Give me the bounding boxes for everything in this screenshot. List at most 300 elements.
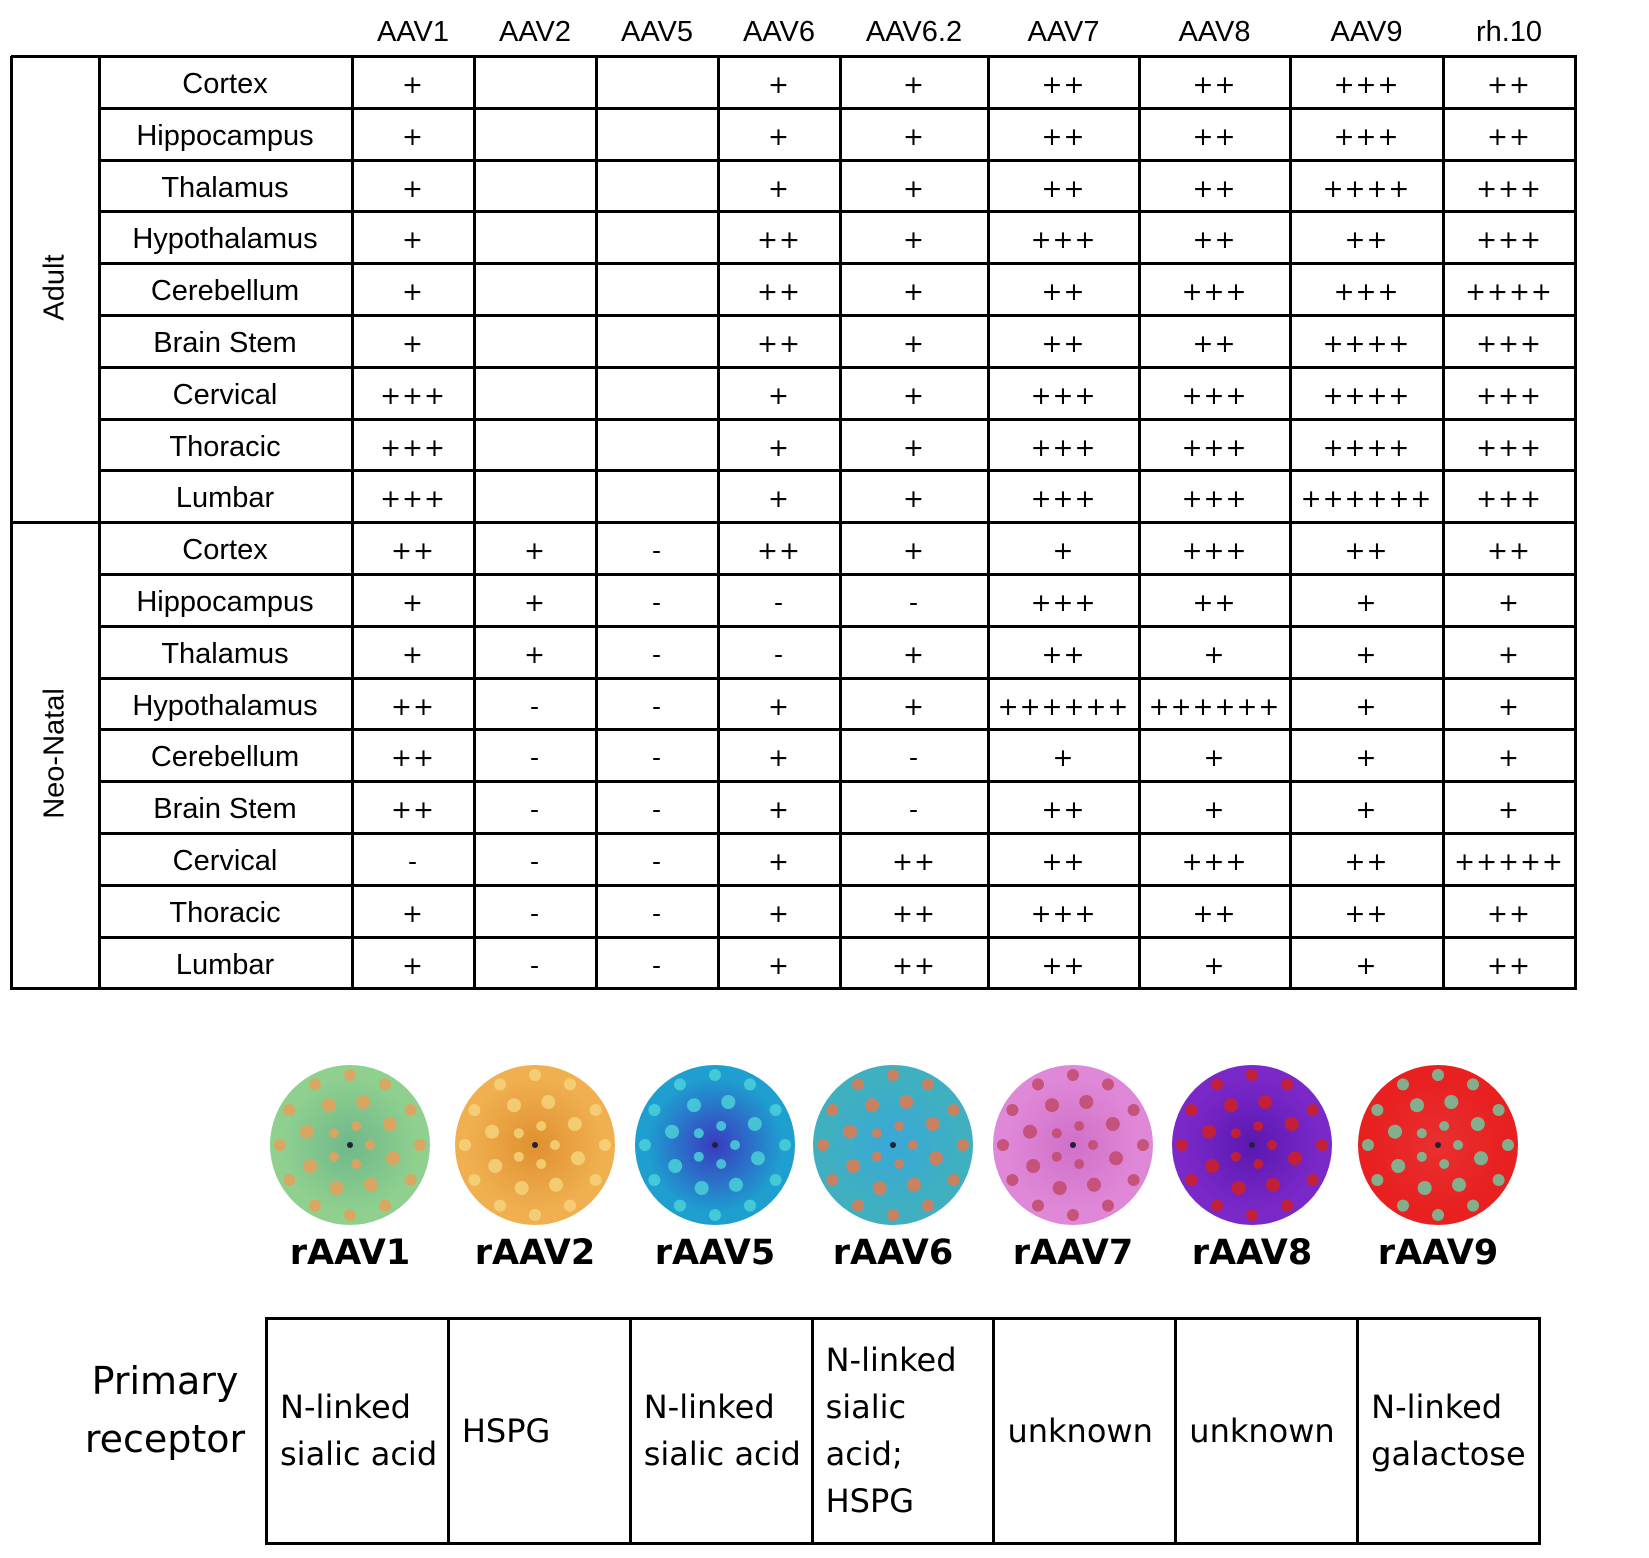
capsid-spike <box>344 1069 356 1081</box>
capsid-spike <box>405 1174 417 1186</box>
score-cell <box>596 109 718 163</box>
capsid-spike <box>1067 1209 1079 1221</box>
score-cell: + <box>1203 795 1226 825</box>
score-cell: ++ <box>1487 950 1531 980</box>
capsid-spike <box>648 1174 660 1186</box>
score-cell: ++ <box>1192 121 1237 151</box>
capsid-spike <box>507 1098 521 1112</box>
score-cell: + <box>1498 691 1520 721</box>
score-cell: ++ <box>1041 277 1086 307</box>
capsid-spike <box>668 1159 682 1173</box>
score-cell: ++ <box>757 225 801 255</box>
capsid-spike <box>414 1139 426 1151</box>
score-cell: + <box>1498 795 1520 825</box>
capsid-spike <box>1388 1125 1402 1139</box>
score-cell: +++ <box>1181 847 1248 876</box>
capsid-spike <box>494 1200 506 1212</box>
region-label: Thalamus <box>161 171 289 204</box>
score-cell: ++ <box>1192 173 1237 203</box>
group-label: Neo-Natal <box>38 688 71 820</box>
capsid-spike <box>541 1095 555 1109</box>
region-label: Cervical <box>172 845 278 877</box>
region-label: Hippocampus <box>136 586 314 618</box>
capsid-spike <box>873 1181 887 1195</box>
capsid-spike <box>514 1152 524 1162</box>
score-cell: ++++ <box>1322 432 1411 462</box>
score-cell: + <box>1355 639 1378 669</box>
score-cell: - <box>651 950 663 980</box>
capsid-spike <box>1052 1128 1062 1138</box>
score-cell: + <box>903 277 925 307</box>
receptor-cell <box>814 1320 996 1542</box>
score-cell: + <box>768 847 790 876</box>
score-cell: + <box>768 121 790 151</box>
capsid-pore <box>532 1142 538 1148</box>
capsid-pore <box>890 1142 896 1148</box>
capsid-particle <box>808 1060 978 1230</box>
receptor-title-line2: receptor <box>84 1417 246 1461</box>
region-label: Lumbar <box>175 482 275 515</box>
region-label: Brain Stem <box>153 327 297 359</box>
score-cell: +++ <box>1030 898 1097 928</box>
score-cell: + <box>903 329 925 358</box>
score-cell: +++ <box>1476 380 1542 410</box>
capsid-spike <box>1128 1104 1140 1116</box>
receptor-cell <box>1359 1320 1538 1542</box>
score-cell: ++ <box>892 847 936 876</box>
capsid-spike <box>826 1104 838 1116</box>
score-cell: ++ <box>1041 847 1086 876</box>
serotype-label: rAAV9 <box>1377 1233 1499 1273</box>
score-cell: ++ <box>1487 70 1531 99</box>
receptor-text <box>1189 1408 1334 1455</box>
score-cell: + <box>1355 588 1378 617</box>
capsid-spike <box>1467 1200 1479 1212</box>
capsid-spike <box>488 1159 502 1173</box>
column-header: AAV1 <box>376 16 449 48</box>
score-cell: - <box>651 536 663 566</box>
capsid-particle <box>1167 1060 1337 1230</box>
capsid-spike <box>1502 1139 1514 1151</box>
score-cell: - <box>407 847 419 876</box>
score-cell: ++ <box>1192 588 1237 617</box>
serotype-label: rAAV6 <box>832 1233 954 1273</box>
score-cell: +++ <box>1181 484 1248 514</box>
capsid-spike <box>1185 1174 1197 1186</box>
region-label: Hypothalamus <box>132 223 318 256</box>
capsid-spike <box>550 1140 560 1150</box>
score-cell: + <box>768 691 790 721</box>
score-cell: + <box>402 898 424 928</box>
capsid-spike <box>274 1139 286 1151</box>
capsid-spike <box>1109 1151 1123 1165</box>
capsid-surface-bumps <box>635 1065 795 1225</box>
capsid-spike <box>694 1128 704 1138</box>
capsid-spike <box>590 1174 602 1186</box>
receptor-text <box>826 1337 957 1525</box>
score-cell: ++ <box>391 691 435 721</box>
capsid-spike <box>300 1125 314 1139</box>
capsid-spike <box>1211 1200 1223 1212</box>
receptor-line: HSPG <box>825 1482 915 1520</box>
capsid-spike <box>1418 1181 1432 1195</box>
score-cell: + <box>402 225 424 255</box>
score-cell: - <box>908 588 920 617</box>
serotype-label: rAAV7 <box>1012 1233 1134 1273</box>
capsid-pore <box>347 1142 353 1148</box>
capsid-spike <box>1079 1095 1093 1109</box>
capsid-spike <box>1281 1200 1293 1212</box>
score-cell: + <box>1498 639 1520 669</box>
capsid-spike <box>1493 1174 1505 1186</box>
score-cell: + <box>1355 691 1378 721</box>
score-cell: ++ <box>391 536 435 566</box>
serotype-label: rAAV2 <box>474 1233 596 1273</box>
capsid-spike <box>887 1069 899 1081</box>
score-cell: - <box>908 743 920 773</box>
capsid-spike <box>872 1152 882 1162</box>
capsid-spike <box>379 1078 391 1090</box>
score-cell: +++ <box>380 432 446 462</box>
score-cell: + <box>1203 743 1226 773</box>
region-label: Cortex <box>182 68 268 100</box>
capsid-spike <box>1467 1078 1479 1090</box>
score-cell: - <box>773 639 785 669</box>
receptor-line: sialic <box>825 1388 907 1426</box>
capsid-particle <box>450 1060 620 1230</box>
score-cell: ++ <box>1041 121 1086 151</box>
capsid-spike <box>1137 1139 1149 1151</box>
score-cell: ++ <box>391 795 435 825</box>
score-cell: - <box>529 743 541 773</box>
score-cell: + <box>768 950 790 980</box>
capsid-spike <box>1362 1139 1374 1151</box>
region-label: Lumbar <box>175 948 275 981</box>
capsid-spike <box>568 1117 582 1131</box>
serotype-label: rAAV8 <box>1191 1233 1313 1273</box>
score-cell: +++ <box>1476 173 1542 203</box>
capsid-spike <box>303 1159 317 1173</box>
capsid-surface-bumps <box>993 1065 1153 1225</box>
score-cell <box>596 316 718 370</box>
score-cell: + <box>903 639 925 669</box>
score-cell: ++ <box>1041 639 1086 669</box>
capsid-spike <box>1231 1152 1241 1162</box>
score-cell: + <box>1355 743 1378 773</box>
score-cell: + <box>402 329 424 358</box>
capsid-spike <box>1417 1152 1427 1162</box>
score-cell: + <box>768 743 790 773</box>
capsid-spike <box>459 1139 471 1151</box>
capsid-spike <box>1032 1078 1044 1090</box>
capsid-spike <box>716 1121 726 1131</box>
capsid-spike <box>379 1200 391 1212</box>
capsid-spike <box>1176 1139 1188 1151</box>
capsid-spike <box>514 1128 524 1138</box>
capsid-spike <box>599 1139 611 1151</box>
capsid-spike <box>1432 1209 1444 1221</box>
capsid-spike <box>1258 1095 1272 1109</box>
capsid-spike <box>908 1140 918 1150</box>
score-cell: - <box>529 847 541 876</box>
capsid-spike <box>751 1151 765 1165</box>
score-cell: +++ <box>380 484 446 514</box>
capsid-spike <box>1452 1178 1466 1192</box>
capsid-spike <box>1087 1178 1101 1192</box>
receptor-table <box>265 1317 1541 1545</box>
score-cell: + <box>903 691 925 721</box>
capsid-spike <box>852 1200 864 1212</box>
capsid-spike <box>322 1098 336 1112</box>
capsid-spike <box>948 1104 960 1116</box>
score-cell: ++ <box>1192 329 1237 358</box>
score-cell: + <box>768 380 790 410</box>
receptor-line: N-linked <box>1371 1388 1503 1426</box>
score-cell: ++ <box>892 950 936 980</box>
capsid-spike <box>1026 1159 1040 1173</box>
capsid-spike <box>1246 1209 1258 1221</box>
capsid-surface-bumps <box>270 1065 430 1225</box>
score-cell: +++ <box>1333 70 1400 99</box>
capsid-spike <box>549 1178 563 1192</box>
score-cell: - <box>651 795 663 825</box>
score-cell: ++ <box>1192 898 1237 928</box>
score-cell <box>474 316 596 370</box>
capsid-spike <box>639 1139 651 1151</box>
region-label: Thoracic <box>169 430 281 463</box>
score-cell <box>596 368 718 422</box>
capsid-spike <box>515 1181 529 1195</box>
capsid-spike <box>1371 1174 1383 1186</box>
score-cell <box>596 471 718 525</box>
capsid-spike <box>926 1117 940 1131</box>
score-cell: + <box>1355 950 1378 980</box>
capsid-sphere <box>1172 1065 1332 1225</box>
score-cell: - <box>908 795 920 825</box>
capsid-spike <box>351 1121 361 1131</box>
region-label: Hippocampus <box>136 119 314 152</box>
capsid-spike <box>1307 1104 1319 1116</box>
capsid-spike <box>364 1178 378 1192</box>
capsid-spike <box>948 1174 960 1186</box>
score-cell: ++ <box>892 898 936 928</box>
capsid-pore <box>712 1142 718 1148</box>
score-cell: + <box>524 588 546 617</box>
score-cell: - <box>529 950 541 980</box>
capsid-particle <box>1353 1060 1523 1230</box>
score-cell: + <box>402 639 424 669</box>
score-cell: + <box>1203 950 1226 980</box>
capsid-spike <box>564 1200 576 1212</box>
score-cell: + <box>1498 743 1520 773</box>
capsid-spike <box>1266 1178 1280 1192</box>
capsid-spike <box>894 1121 904 1131</box>
column-header: AAV9 <box>1330 16 1403 48</box>
capsid-spike <box>1102 1200 1114 1212</box>
capsid-spike <box>485 1125 499 1139</box>
capsid-spike <box>957 1139 969 1151</box>
score-cell: + <box>402 121 424 151</box>
capsid-particle <box>988 1060 1158 1230</box>
capsid-spike <box>386 1151 400 1165</box>
capsid-spike <box>674 1200 686 1212</box>
capsid-spike <box>846 1159 860 1173</box>
capsid-spike <box>997 1139 1009 1151</box>
score-cell: +++ <box>1030 380 1097 410</box>
receptor-cell <box>450 1320 632 1542</box>
capsid-spike <box>1397 1078 1409 1090</box>
capsid-spike <box>1267 1140 1277 1150</box>
score-cell: ++++++ <box>997 691 1130 721</box>
region-label: Cervical <box>172 378 278 411</box>
capsid-surface-bumps <box>1358 1065 1518 1225</box>
score-cell: ++ <box>1344 847 1389 876</box>
receptor-line: sialic acid <box>280 1435 438 1473</box>
capsid-spike <box>922 1200 934 1212</box>
receptor-line: N-linked <box>280 1388 411 1426</box>
capsid-spike <box>709 1069 721 1081</box>
score-cell <box>596 264 718 318</box>
score-cell: + <box>1052 536 1075 566</box>
receptor-line: unknown <box>1189 1411 1335 1450</box>
score-cell: + <box>903 121 925 151</box>
score-cell: + <box>402 950 424 980</box>
score-cell: ++ <box>1041 950 1086 980</box>
capsid-spike <box>894 1159 904 1169</box>
column-header: AAV5 <box>620 16 693 48</box>
capsid-sphere <box>813 1065 973 1225</box>
score-cell: + <box>402 588 424 617</box>
score-cell: +++ <box>1181 380 1248 410</box>
capsid-spike <box>1439 1159 1449 1169</box>
score-cell: + <box>402 173 424 203</box>
capsid-spike <box>329 1128 339 1138</box>
score-cell <box>596 161 718 215</box>
score-cell: - <box>651 898 663 928</box>
column-header: AAV7 <box>1027 16 1100 48</box>
capsid-spike <box>674 1078 686 1090</box>
capsid-sphere <box>993 1065 1153 1225</box>
capsid-spike <box>744 1078 756 1090</box>
capsid-spike <box>1006 1174 1018 1186</box>
capsid-spike <box>1045 1098 1059 1112</box>
capsid-sphere <box>455 1065 615 1225</box>
column-header: AAV6 <box>742 16 815 48</box>
capsid-spike <box>694 1152 704 1162</box>
capsid-spike <box>826 1174 838 1186</box>
score-cell: + <box>768 795 790 825</box>
score-cell: + <box>1498 588 1520 617</box>
score-cell: +++ <box>1476 329 1542 358</box>
score-cell: +++++ <box>1454 847 1564 876</box>
capsid-spike <box>865 1098 879 1112</box>
capsid-pore <box>1249 1142 1255 1148</box>
region-label: Thoracic <box>169 896 281 929</box>
capsid-spike <box>344 1209 356 1221</box>
region-label: Thalamus <box>161 637 289 670</box>
score-cell <box>474 161 596 215</box>
score-cell: ++ <box>757 536 801 566</box>
capsid-spike <box>695 1181 709 1195</box>
score-cell: ++ <box>1344 898 1389 928</box>
capsid-spike <box>721 1095 735 1109</box>
score-cell: + <box>903 484 925 514</box>
score-cell: ++ <box>757 329 801 358</box>
capsid-spike <box>330 1181 344 1195</box>
receptor-line: HSPG <box>461 1411 551 1450</box>
score-cell: + <box>903 380 925 410</box>
receptor-line: sialic acid <box>643 1435 801 1473</box>
score-cell: ++++++ <box>1148 691 1281 721</box>
score-cell: - <box>651 743 663 773</box>
capsid-spike <box>405 1104 417 1116</box>
score-cell <box>474 109 596 163</box>
capsid-spike <box>1288 1151 1302 1165</box>
score-cell: + <box>402 70 424 99</box>
score-cell: + <box>768 898 790 928</box>
capsid-spike <box>283 1104 295 1116</box>
score-cell: +++ <box>1030 225 1097 255</box>
capsid-spike <box>536 1159 546 1169</box>
score-cell: +++ <box>1333 121 1400 151</box>
capsid-spike <box>1316 1139 1328 1151</box>
capsid-spike <box>1053 1181 1067 1195</box>
column-header: AAV2 <box>498 16 571 48</box>
capsid-spike <box>1023 1125 1037 1139</box>
serotype-label: rAAV1 <box>289 1233 411 1273</box>
capsid-spike <box>309 1200 321 1212</box>
capsid-spike <box>468 1104 480 1116</box>
score-cell: ++ <box>1344 225 1389 255</box>
capsid-spike <box>1285 1117 1299 1131</box>
capsid-spike <box>1205 1159 1219 1173</box>
capsid-spike <box>1106 1117 1120 1131</box>
capsid-spike <box>283 1174 295 1186</box>
score-cell: - <box>529 795 541 825</box>
capsid-spike <box>1474 1151 1488 1165</box>
capsid-spike <box>770 1174 782 1186</box>
capsid-spike <box>730 1140 740 1150</box>
capsid-spike <box>1432 1069 1444 1081</box>
score-cell: +++ <box>1181 277 1248 307</box>
receptor-line: acid; <box>825 1435 903 1473</box>
capsid-spike <box>779 1139 791 1151</box>
score-cell: ++ <box>1041 70 1086 99</box>
score-cell: +++ <box>380 380 446 410</box>
capsid-surface-bumps <box>813 1065 973 1225</box>
capsid-sphere <box>1358 1065 1518 1225</box>
score-cell: - <box>529 691 541 721</box>
capsid-spike <box>590 1104 602 1116</box>
capsid-spike <box>1102 1078 1114 1090</box>
capsid-spike <box>356 1095 370 1109</box>
capsid-spike <box>1307 1174 1319 1186</box>
group-label: Adult <box>38 254 71 321</box>
score-cell: ++ <box>1344 536 1389 566</box>
score-cell: ++ <box>1487 536 1531 566</box>
primary-receptor-title <box>70 1352 260 1468</box>
score-cell: + <box>1355 795 1378 825</box>
score-cell: ++++ <box>1465 277 1553 307</box>
region-label: Brain Stem <box>153 793 297 826</box>
score-cell <box>596 57 718 111</box>
receptor-title-line1: Primary <box>91 1359 239 1403</box>
score-cell: - <box>529 898 541 928</box>
score-cell <box>596 420 718 474</box>
capsid-spike <box>648 1104 660 1116</box>
score-cell: +++ <box>1476 432 1542 462</box>
capsid-spike <box>383 1117 397 1131</box>
